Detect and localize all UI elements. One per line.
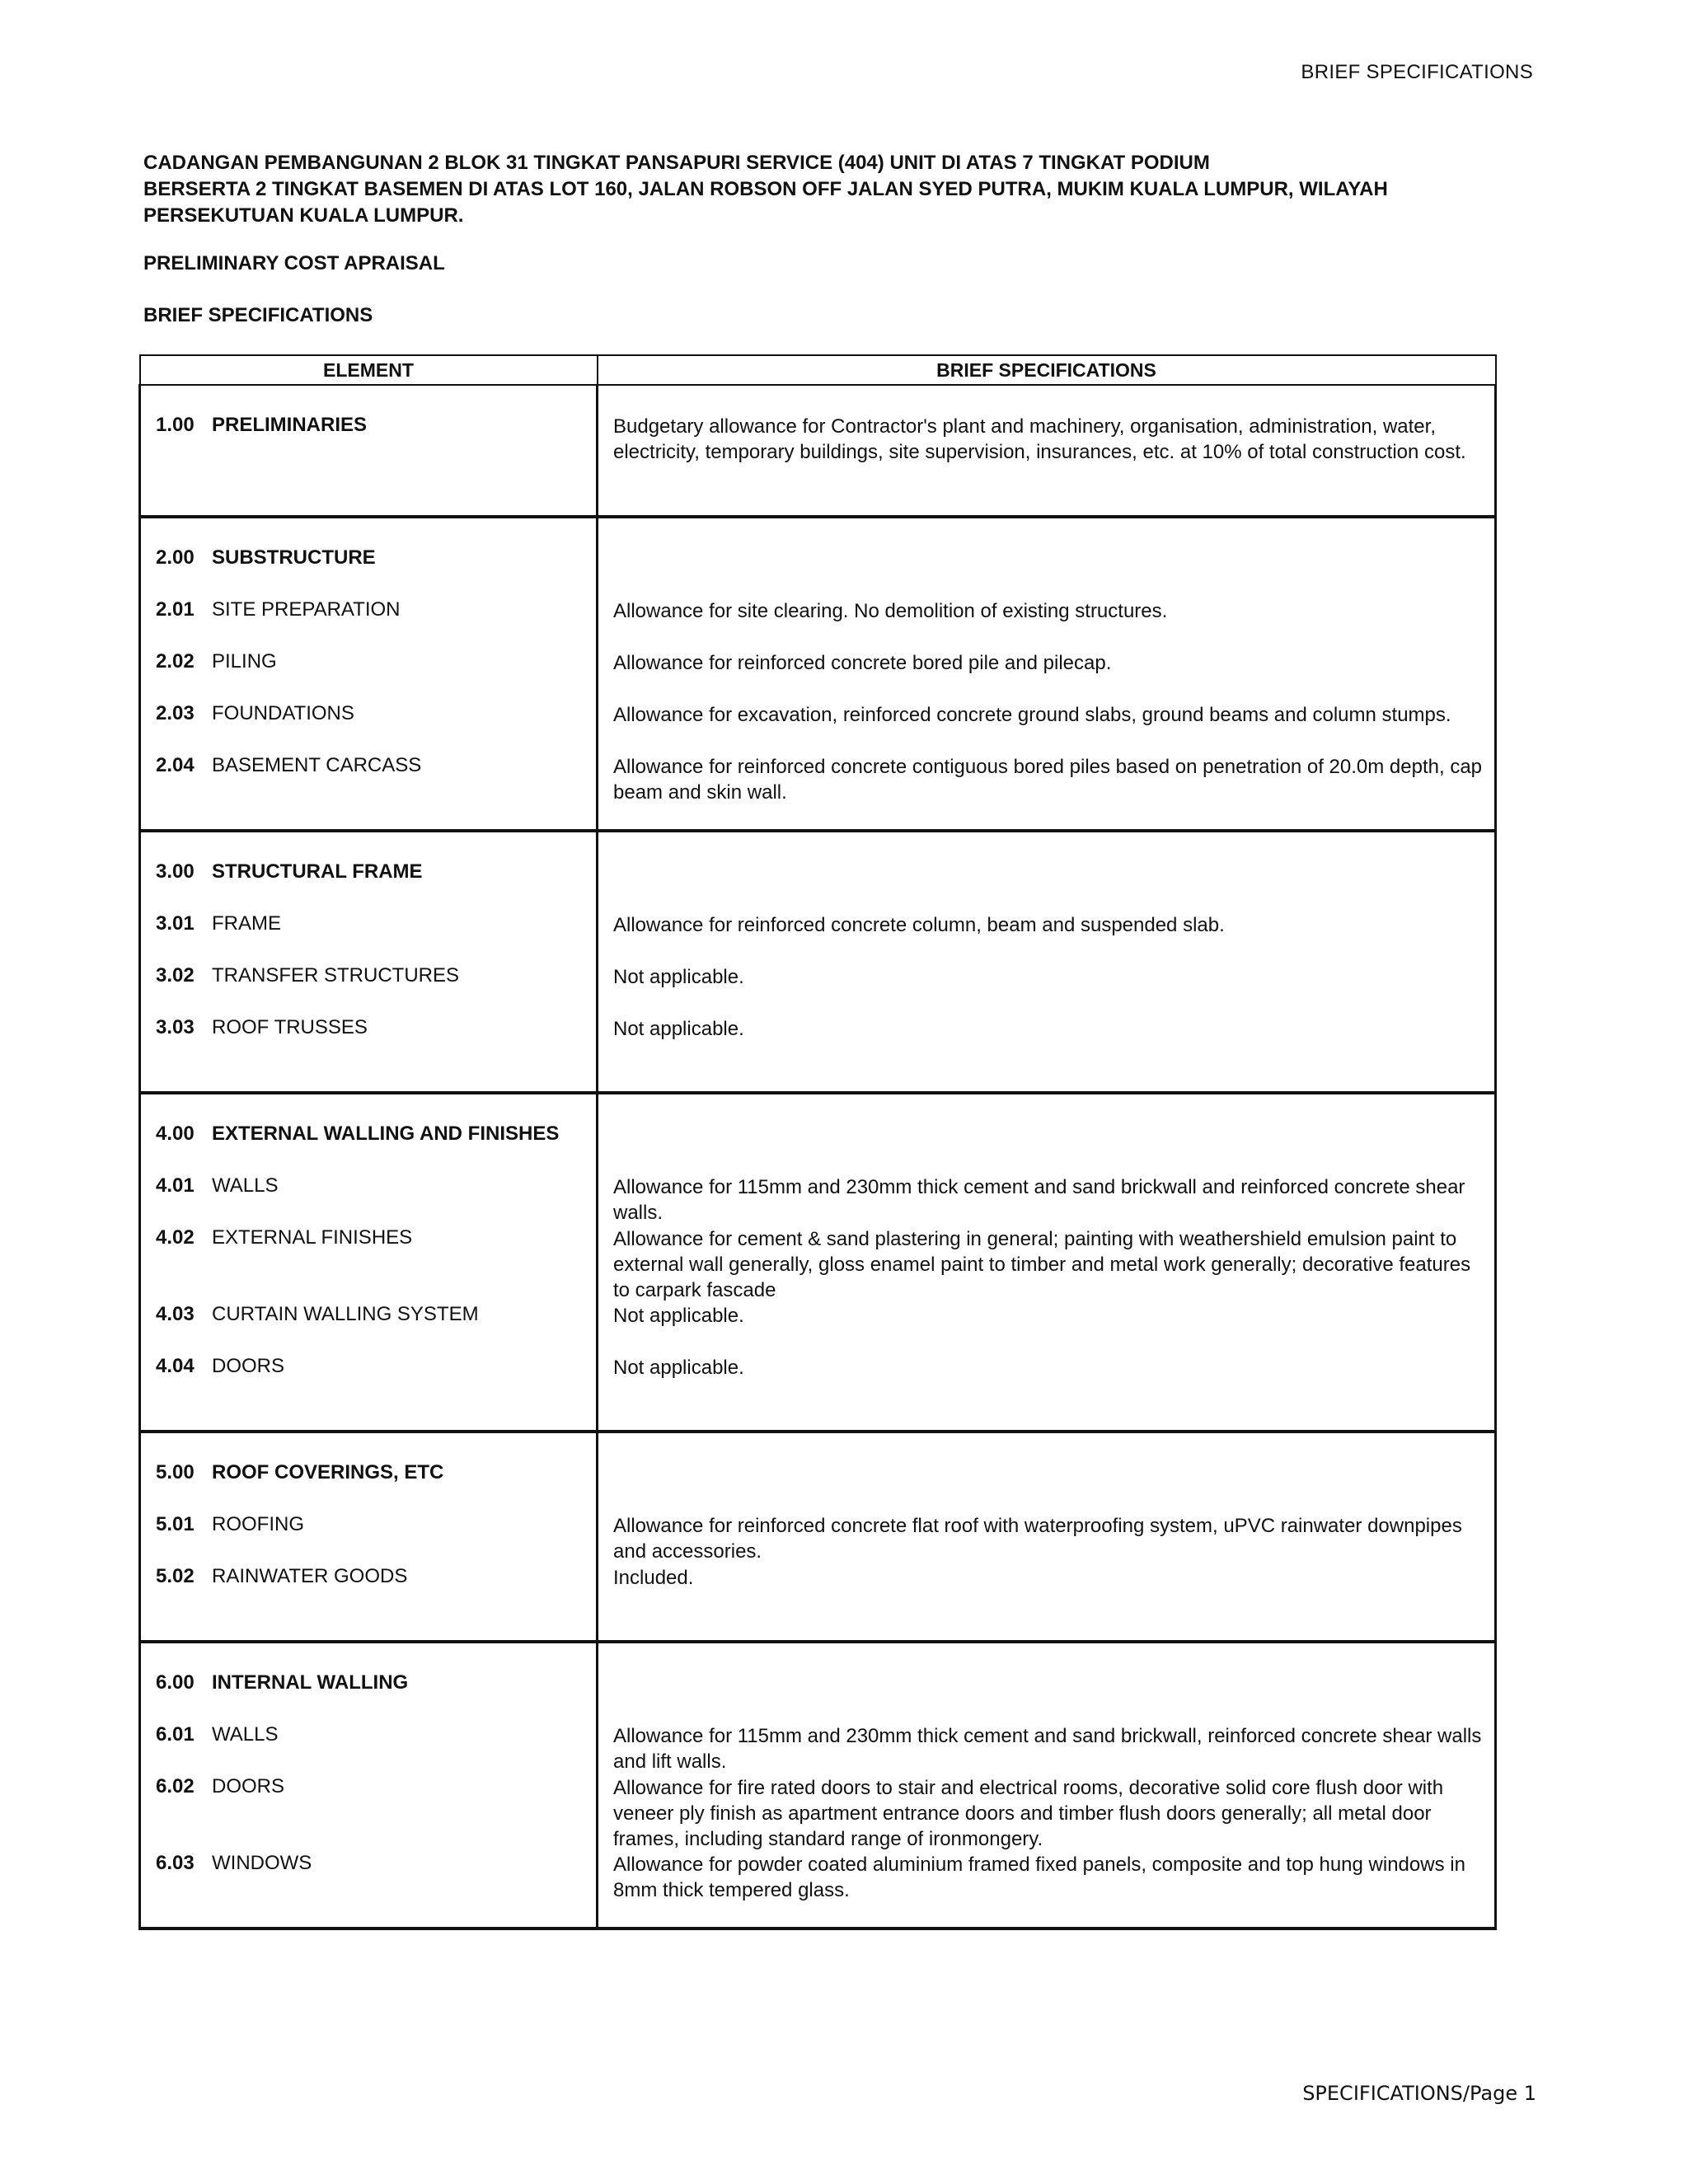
element-cell	[140, 1852, 598, 1929]
specification-cell	[598, 1016, 1496, 1093]
specification-text	[598, 860, 1494, 912]
specification-text: Allowance for 115mm and 230mm thick cement and sand brickwall, reinforced concrete shear walls and lift walls.	[613, 1725, 1482, 1773]
specifications-table	[138, 354, 1497, 1930]
column-header-specifications: BRIEF SPECIFICATIONS	[598, 355, 1496, 385]
specification-text: Allowance for reinforced concrete column, beam and suspended slab.	[613, 914, 1225, 936]
project-title-line: BERSERTA 2 TINGKAT BASEMEN DI ATAS LOT 160, JALAN ROBSON OFF JALAN SYED PUTRA, MUKIM KUALA LUMPUR, WILAYAH	[143, 178, 1388, 200]
item-row	[140, 964, 1496, 1016]
item-number: 4.02	[156, 1226, 195, 1249]
specification-cell	[598, 831, 1496, 912]
specification-cell	[598, 1513, 1496, 1565]
element-cell	[140, 650, 598, 702]
item-number: 3.03	[156, 1016, 195, 1038]
item-number: 3.01	[156, 912, 195, 935]
item-row	[140, 1016, 1496, 1093]
element-cell	[140, 1355, 598, 1432]
running-header: BRIEF SPECIFICATIONS	[1301, 61, 1533, 83]
item-number: 2.01	[156, 598, 195, 621]
item-label: PILING	[212, 650, 277, 673]
specification-text: Budgetary allowance for Contractor's plant and machinery, organisation, administration, water, electricity, temporary buildings, site supervision, insurances, etc. at 10% of total construction cost.	[613, 415, 1466, 463]
section-label: ROOF COVERINGS, ETC	[212, 1461, 444, 1483]
document-subtitle: PRELIMINARY COST APRAISAL	[143, 252, 445, 274]
specification-text: Allowance for reinforced concrete contiguous bored piles based on penetration of 20.0m depth, cap beam and skin wall.	[613, 756, 1483, 804]
item-number: 3.00	[156, 860, 195, 883]
item-number: 2.00	[156, 546, 195, 569]
item-label: TRANSFER STRUCTURES	[212, 964, 460, 987]
item-row	[140, 1775, 1496, 1852]
section-row	[140, 385, 1496, 517]
item-label: BASEMENT CARCASS	[212, 754, 422, 776]
element-cell	[140, 517, 598, 598]
specification-text: Allowance for reinforced concrete bored pile and pilecap.	[613, 652, 1112, 674]
project-title-line: CADANGAN PEMBANGUNAN 2 BLOK 31 TINGKAT PANSAPURI SERVICE (404) UNIT DI ATAS 7 TINGKAT PODIUM	[143, 152, 1210, 174]
item-number: 2.03	[156, 702, 195, 724]
item-row	[140, 1513, 1496, 1565]
section-label: STRUCTURAL FRAME	[212, 860, 423, 883]
specification-cell	[598, 702, 1496, 754]
specification-text: Not applicable.	[613, 966, 744, 988]
table-body	[140, 385, 1496, 1929]
element-cell	[140, 912, 598, 964]
item-number: 4.03	[156, 1303, 195, 1325]
element-cell	[140, 1093, 598, 1174]
specification-text: Allowance for fire rated doors to stair and electrical rooms, decorative solid core flush door with veneer ply finish as apartment entrance doors and timber flush doors generally; all metal door frames, including standard range of ironmongery.	[613, 1777, 1444, 1850]
item-row	[140, 1723, 1496, 1775]
item-label: WALLS	[212, 1723, 279, 1746]
specification-cell	[598, 598, 1496, 650]
specification-text: Not applicable.	[613, 1305, 744, 1327]
item-row	[140, 702, 1496, 754]
item-row	[140, 1355, 1496, 1432]
element-cell	[140, 831, 598, 912]
item-number: 5.00	[156, 1461, 195, 1483]
specification-text	[598, 1122, 1494, 1174]
item-label: ROOF TRUSSES	[212, 1016, 368, 1038]
specification-text: Allowance for site clearing. No demolition of existing structures.	[613, 600, 1168, 622]
item-number: 3.02	[156, 964, 195, 987]
item-label: ROOFING	[212, 1513, 304, 1535]
specification-text: Allowance for reinforced concrete flat roof with waterproofing system, uPVC rainwater downpipes and accessories.	[613, 1515, 1462, 1563]
item-label: EXTERNAL FINISHES	[212, 1226, 413, 1249]
item-number: 4.00	[156, 1122, 195, 1145]
section-label: PRELIMINARIES	[212, 414, 368, 436]
item-label: DOORS	[212, 1775, 285, 1797]
section-label: EXTERNAL WALLING AND FINISHES	[212, 1122, 560, 1145]
specification-text: Not applicable.	[613, 1357, 744, 1379]
specification-cell	[598, 517, 1496, 598]
specification-cell	[598, 1226, 1496, 1303]
specification-cell	[598, 1093, 1496, 1174]
specification-text: Allowance for 115mm and 230mm thick cement and sand brickwall and reinforced concrete shear walls.	[613, 1176, 1465, 1224]
item-row	[140, 1226, 1496, 1303]
specification-text: Allowance for powder coated aluminium framed fixed panels, composite and top hung windows in 8mm thick tempered glass.	[613, 1854, 1465, 1901]
item-number: 2.02	[156, 650, 195, 673]
project-title-line: PERSEKUTUAN KUALA LUMPUR.	[143, 204, 464, 227]
specification-text: Allowance for cement & sand plastering in general; painting with weathershield emulsion paint to external wall generally, gloss enamel paint to timber and metal work generally; decorative features to carpark fascade	[613, 1228, 1471, 1301]
item-row	[140, 1852, 1496, 1929]
table-header-row	[140, 355, 1496, 385]
element-cell	[140, 598, 598, 650]
element-cell	[140, 1016, 598, 1093]
specification-cell	[598, 1174, 1496, 1226]
item-label: DOORS	[212, 1355, 285, 1377]
specification-cell	[598, 754, 1496, 831]
element-cell	[140, 1303, 598, 1355]
item-number: 6.01	[156, 1723, 195, 1746]
item-row	[140, 1565, 1496, 1642]
item-row	[140, 650, 1496, 702]
item-number: 5.01	[156, 1513, 195, 1535]
specification-cell	[598, 1355, 1496, 1432]
item-number: 1.00	[156, 414, 195, 436]
item-label: WALLS	[212, 1174, 279, 1197]
item-label: WINDOWS	[212, 1852, 312, 1874]
specification-cell	[598, 1303, 1496, 1355]
specification-cell	[598, 1642, 1496, 1723]
item-number: 5.02	[156, 1565, 195, 1587]
specification-cell	[598, 385, 1496, 517]
element-cell	[140, 1723, 598, 1775]
section-row	[140, 831, 1496, 912]
section-label: INTERNAL WALLING	[212, 1671, 409, 1694]
specification-text	[598, 1461, 1494, 1513]
item-label: FRAME	[212, 912, 281, 935]
specification-cell	[598, 964, 1496, 1016]
element-cell	[140, 1432, 598, 1513]
specification-text: Allowance for excavation, reinforced concrete ground slabs, ground beams and column stumps.	[613, 704, 1451, 726]
specification-cell	[598, 650, 1496, 702]
specification-cell	[598, 1565, 1496, 1642]
item-row	[140, 912, 1496, 964]
section-row	[140, 1642, 1496, 1723]
column-header-element: ELEMENT	[140, 355, 598, 385]
item-number: 4.01	[156, 1174, 195, 1197]
specification-cell	[598, 1852, 1496, 1929]
element-cell	[140, 1775, 598, 1852]
element-cell	[140, 385, 598, 517]
specification-text: Not applicable.	[613, 1018, 744, 1040]
item-label: CURTAIN WALLING SYSTEM	[212, 1303, 479, 1325]
element-cell	[140, 1642, 598, 1723]
item-number: 6.03	[156, 1852, 195, 1874]
specification-cell	[598, 912, 1496, 964]
item-row	[140, 1303, 1496, 1355]
section-row	[140, 517, 1496, 598]
project-title	[143, 150, 1545, 229]
item-number: 6.02	[156, 1775, 195, 1797]
element-cell	[140, 1513, 598, 1565]
item-label: RAINWATER GOODS	[212, 1565, 408, 1587]
item-number: 2.04	[156, 754, 195, 776]
section-heading: BRIEF SPECIFICATIONS	[143, 304, 373, 326]
item-label: SITE PREPARATION	[212, 598, 401, 621]
element-cell	[140, 1174, 598, 1226]
specification-cell	[598, 1432, 1496, 1513]
specification-text	[598, 546, 1494, 598]
section-row	[140, 1432, 1496, 1513]
item-row	[140, 754, 1496, 831]
specification-text: Included.	[613, 1567, 694, 1589]
item-number: 4.04	[156, 1355, 195, 1377]
item-label: FOUNDATIONS	[212, 702, 354, 724]
specification-text	[598, 1671, 1494, 1723]
item-row	[140, 1174, 1496, 1226]
element-cell	[140, 1226, 598, 1303]
item-number: 6.00	[156, 1671, 195, 1694]
section-label: SUBSTRUCTURE	[212, 546, 376, 569]
page-footer: SPECIFICATIONS/Page 1	[1302, 2082, 1536, 2105]
element-cell	[140, 702, 598, 754]
item-row	[140, 598, 1496, 650]
specification-cell	[598, 1723, 1496, 1775]
section-row	[140, 1093, 1496, 1174]
specification-cell	[598, 1775, 1496, 1852]
element-cell	[140, 754, 598, 831]
element-cell	[140, 1565, 598, 1642]
element-cell	[140, 964, 598, 1016]
